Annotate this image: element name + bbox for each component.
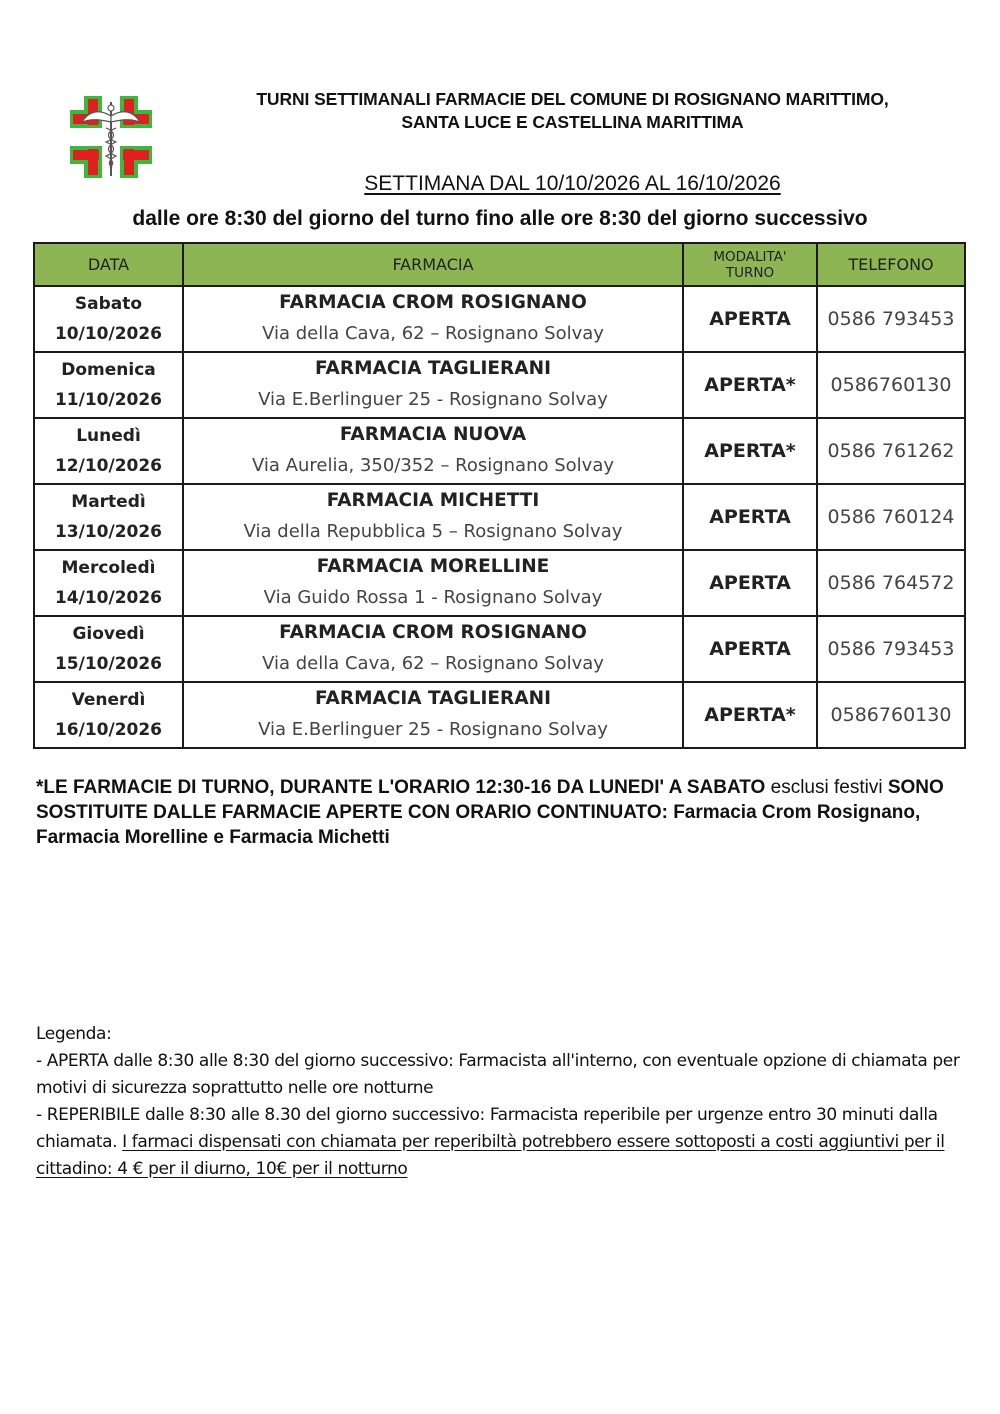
legend-title: Legenda: bbox=[36, 1024, 112, 1044]
date-cell bbox=[34, 286, 183, 352]
footnote-part-2: esclusi festivi bbox=[765, 777, 888, 798]
pharmacy-name: FARMACIA NUOVA bbox=[339, 424, 527, 445]
col-header-farmacia: FARMACIA bbox=[183, 243, 683, 286]
shift-hours: dalle ore 8:30 del giorno del turno fino alle ore 8:30 del giorno successivo bbox=[132, 207, 868, 230]
pharmacy-cell bbox=[183, 286, 683, 352]
legend-cost-notice: I farmaci dispensati con chiamata per reperibiltà potrebbero essere sottoposti a costi aggiuntivi per il cittadino: 4 € per il diurno, 10€ per il notturno bbox=[36, 1132, 945, 1179]
shift-mode: APERTA* bbox=[683, 418, 817, 484]
date: 14/10/2026 bbox=[54, 588, 163, 608]
col-header-turno: TURNO bbox=[725, 264, 775, 281]
title-line-2: SANTA LUCE E CASTELLINA MARITTIMA bbox=[401, 112, 744, 132]
table-header-row bbox=[34, 243, 965, 286]
weekday: Venerdì bbox=[71, 690, 146, 710]
col-header-modalita-turno bbox=[683, 243, 817, 286]
table-row bbox=[34, 418, 965, 484]
phone-number: 0586 760124 bbox=[817, 484, 965, 550]
footnote-part-1: *LE FARMACIE DI TURNO, DURANTE L'ORARIO 12:30-16 DA LUNEDI' A SABATO bbox=[36, 777, 766, 798]
pharmacy-cell bbox=[183, 682, 683, 748]
table-row bbox=[34, 352, 965, 418]
pharmacy-address: Via della Repubblica 5 – Rosignano Solvay bbox=[243, 521, 623, 542]
pharmacy-cell bbox=[183, 550, 683, 616]
pharmacy-address: Via E.Berlinguer 25 - Rosignano Solvay bbox=[258, 719, 608, 740]
shift-mode: APERTA* bbox=[683, 682, 817, 748]
table-row bbox=[34, 682, 965, 748]
legend bbox=[36, 1021, 966, 1183]
legend-aperta: - APERTA dalle 8:30 alle 8:30 del giorno successivo: Farmacista all'interno, con eventuale opzione di chiamata per motivi di sicurezza soprattutto nelle ore notturne bbox=[36, 1051, 960, 1098]
weekday: Giovedì bbox=[72, 624, 145, 644]
weekday: Martedì bbox=[71, 492, 146, 512]
col-header-data: DATA bbox=[34, 243, 183, 286]
date-cell bbox=[34, 550, 183, 616]
pharmacy-address: Via della Cava, 62 – Rosignano Solvay bbox=[262, 323, 604, 344]
phone-number: 0586 793453 bbox=[817, 286, 965, 352]
title-line-1: TURNI SETTIMANALI FARMACIE DEL COMUNE DI ROSIGNANO MARITTIMO, bbox=[256, 89, 889, 109]
date-cell bbox=[34, 682, 183, 748]
week-range-text: SETTIMANA DAL 10/10/2026 AL 16/10/2026 bbox=[364, 172, 781, 195]
date-cell bbox=[34, 418, 183, 484]
footnote bbox=[36, 775, 966, 850]
table-row bbox=[34, 484, 965, 550]
pharmacy-name: FARMACIA TAGLIERANI bbox=[315, 688, 551, 709]
date-cell bbox=[34, 484, 183, 550]
phone-number: 0586760130 bbox=[817, 352, 965, 418]
phone-number: 0586 764572 bbox=[817, 550, 965, 616]
weekday: Sabato bbox=[74, 294, 143, 314]
pharmacy-name: FARMACIA MORELLINE bbox=[316, 556, 550, 577]
phone-number: 0586 761262 bbox=[817, 418, 965, 484]
pharmacy-cell bbox=[183, 352, 683, 418]
date: 16/10/2026 bbox=[54, 720, 163, 740]
col-header-modalita: MODALITA' bbox=[713, 248, 787, 265]
table-row bbox=[34, 286, 965, 352]
date: 15/10/2026 bbox=[54, 654, 163, 674]
pharmacy-cell bbox=[183, 616, 683, 682]
pharmacy-address: Via Aurelia, 350/352 – Rosignano Solvay bbox=[251, 455, 615, 476]
date: 13/10/2026 bbox=[54, 522, 163, 542]
pharmacy-cell bbox=[183, 418, 683, 484]
pharmacy-cross-caduceus-icon bbox=[68, 94, 154, 180]
weekday: Lunedì bbox=[76, 426, 141, 446]
shifts-table bbox=[33, 242, 966, 749]
weekday: Domenica bbox=[61, 360, 156, 380]
pharmacy-name: FARMACIA CROM ROSIGNANO bbox=[279, 292, 587, 313]
pharmacy-name: FARMACIA MICHETTI bbox=[326, 490, 540, 511]
pharmacy-address: Via E.Berlinguer 25 - Rosignano Solvay bbox=[258, 389, 608, 410]
shift-mode: APERTA bbox=[683, 550, 817, 616]
phone-number: 0586760130 bbox=[817, 682, 965, 748]
weekday: Mercoledì bbox=[61, 558, 156, 578]
date: 10/10/2026 bbox=[54, 324, 163, 344]
date: 12/10/2026 bbox=[54, 456, 163, 476]
week-range bbox=[240, 172, 905, 196]
pharmacy-cell bbox=[183, 484, 683, 550]
date: 11/10/2026 bbox=[54, 390, 163, 410]
shift-mode: APERTA bbox=[683, 616, 817, 682]
pharmacy-address: Via Guido Rossa 1 - Rosignano Solvay bbox=[263, 587, 603, 608]
shift-mode: APERTA* bbox=[683, 352, 817, 418]
pharmacy-address: Via della Cava, 62 – Rosignano Solvay bbox=[262, 653, 604, 674]
table-row bbox=[34, 616, 965, 682]
pharmacy-name: FARMACIA CROM ROSIGNANO bbox=[279, 622, 587, 643]
shift-mode: APERTA bbox=[683, 484, 817, 550]
phone-number: 0586 793453 bbox=[817, 616, 965, 682]
footnote-part-3: SONO SOSTITUITE DALLE FARMACIE APERTE CON ORARIO CONTINUATO: Farmacia Crom Rosignano, Farmacia Morelline e Farmacia Michetti bbox=[36, 777, 944, 848]
shift-mode: APERTA bbox=[683, 286, 817, 352]
date-cell bbox=[34, 616, 183, 682]
pharmacy-name: FARMACIA TAGLIERANI bbox=[315, 358, 551, 379]
table-row bbox=[34, 550, 965, 616]
document-title bbox=[190, 88, 955, 134]
legend-reperibile-text: - REPERIBILE dalle 8:30 alle 8.30 del giorno successivo: Farmacista reperibile per urgenze entro 30 minuti dalla chiamata. bbox=[36, 1105, 938, 1152]
date-cell bbox=[34, 352, 183, 418]
legend-reperibile bbox=[36, 1102, 966, 1183]
col-header-telefono: TELEFONO bbox=[817, 243, 965, 286]
